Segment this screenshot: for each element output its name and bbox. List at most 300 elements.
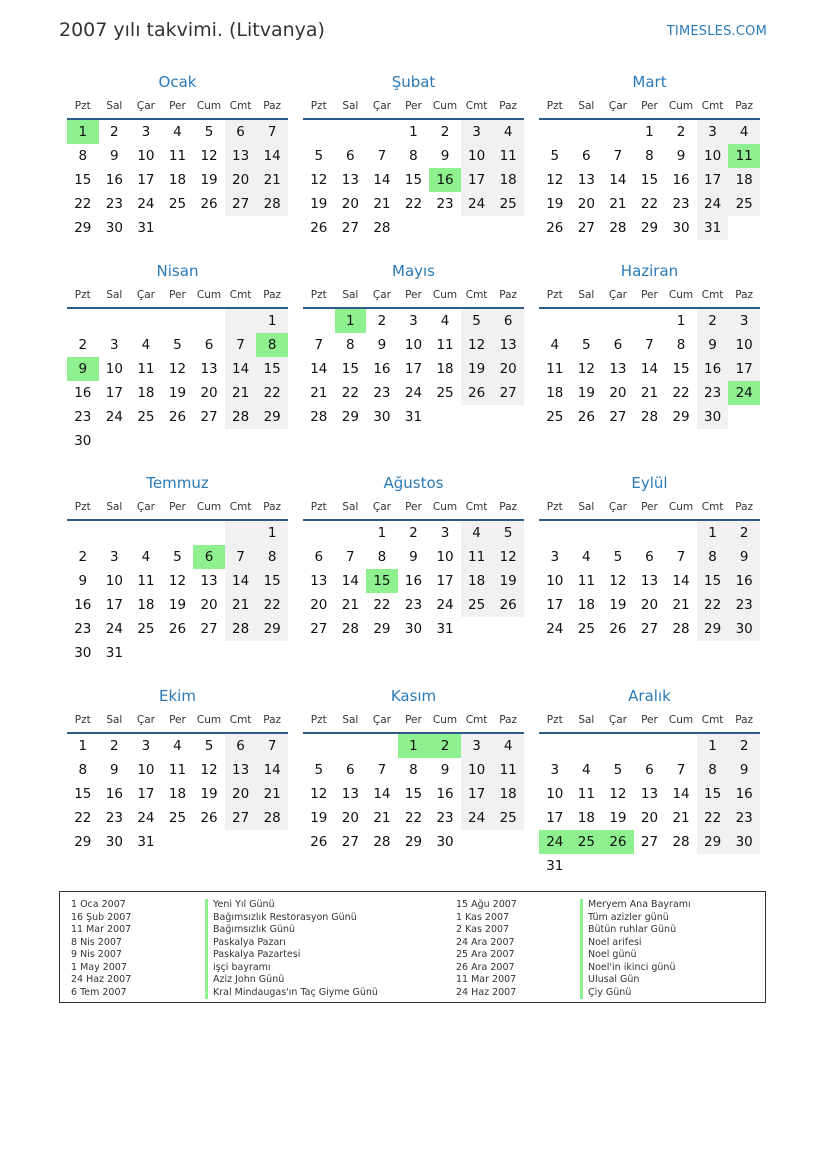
day-cell[interactable]: 22 xyxy=(74,810,92,826)
day-cell[interactable]: 4 xyxy=(141,337,151,353)
day-cell[interactable]: 28 xyxy=(256,192,288,216)
day-cell[interactable]: 7 xyxy=(256,734,288,758)
day-cell[interactable]: 12 xyxy=(461,333,493,357)
day-cell[interactable]: 4 xyxy=(173,738,182,754)
day-cell[interactable]: 30 xyxy=(105,834,123,850)
day-cell[interactable]: 10 xyxy=(546,786,564,802)
day-cell[interactable]: 5 xyxy=(550,148,560,164)
holiday-day-cell[interactable]: 1 xyxy=(398,734,430,758)
day-cell[interactable]: 24 xyxy=(546,621,564,637)
day-cell[interactable]: 25 xyxy=(492,806,524,830)
day-cell[interactable]: 8 xyxy=(645,148,654,164)
day-cell[interactable]: 21 xyxy=(256,168,288,192)
day-cell[interactable]: 28 xyxy=(341,621,359,637)
day-cell[interactable]: 6 xyxy=(645,549,654,565)
day-cell[interactable]: 5 xyxy=(613,762,623,778)
day-cell[interactable]: 25 xyxy=(168,196,187,212)
day-cell[interactable]: 13 xyxy=(310,573,328,589)
day-cell[interactable]: 6 xyxy=(492,309,524,333)
day-cell[interactable]: 25 xyxy=(137,621,155,637)
day-cell[interactable]: 7 xyxy=(645,337,654,353)
day-cell[interactable]: 15 xyxy=(672,361,690,377)
day-cell[interactable]: 22 xyxy=(672,385,690,401)
day-cell[interactable]: 2 xyxy=(110,738,119,754)
day-cell[interactable]: 6 xyxy=(204,337,214,353)
day-cell[interactable]: 19 xyxy=(200,786,218,802)
day-cell[interactable]: 14 xyxy=(341,573,359,589)
day-cell[interactable]: 17 xyxy=(105,385,123,401)
day-cell[interactable]: 10 xyxy=(105,361,123,377)
day-cell[interactable]: 27 xyxy=(492,381,524,405)
day-cell[interactable]: 16 xyxy=(672,172,690,188)
day-cell[interactable]: 6 xyxy=(613,337,623,353)
day-cell[interactable]: 10 xyxy=(461,758,493,782)
day-cell[interactable]: 12 xyxy=(200,148,218,164)
day-cell[interactable]: 11 xyxy=(168,148,187,164)
day-cell[interactable]: 16 xyxy=(697,357,729,381)
day-cell[interactable]: 24 xyxy=(137,196,155,212)
day-cell[interactable]: 1 xyxy=(256,309,288,333)
day-cell[interactable]: 11 xyxy=(577,786,595,802)
day-cell[interactable]: 30 xyxy=(105,220,123,236)
day-cell[interactable]: 18 xyxy=(728,168,760,192)
day-cell[interactable]: 9 xyxy=(110,762,119,778)
day-cell[interactable]: 9 xyxy=(440,762,450,778)
day-cell[interactable]: 7 xyxy=(676,762,686,778)
day-cell[interactable]: 30 xyxy=(436,834,454,850)
day-cell[interactable]: 27 xyxy=(225,192,257,216)
day-cell[interactable]: 14 xyxy=(310,361,328,377)
day-cell[interactable]: 3 xyxy=(550,762,560,778)
day-cell[interactable]: 8 xyxy=(697,545,729,569)
day-cell[interactable]: 9 xyxy=(676,148,686,164)
day-cell[interactable]: 29 xyxy=(74,220,92,236)
day-cell[interactable]: 20 xyxy=(225,168,257,192)
day-cell[interactable]: 15 xyxy=(697,782,729,806)
day-cell[interactable]: 5 xyxy=(204,738,214,754)
day-cell[interactable]: 27 xyxy=(200,409,218,425)
day-cell[interactable]: 8 xyxy=(256,545,288,569)
day-cell[interactable]: 11 xyxy=(492,144,524,168)
day-cell[interactable]: 12 xyxy=(310,172,328,188)
day-cell[interactable]: 29 xyxy=(697,830,729,854)
day-cell[interactable]: 17 xyxy=(436,573,454,589)
day-cell[interactable]: 24 xyxy=(105,621,123,637)
day-cell[interactable]: 10 xyxy=(105,573,123,589)
day-cell[interactable]: 27 xyxy=(200,621,218,637)
day-cell[interactable]: 27 xyxy=(640,621,659,637)
day-cell[interactable]: 7 xyxy=(225,333,257,357)
day-cell[interactable]: 31 xyxy=(697,216,729,240)
day-cell[interactable]: 20 xyxy=(341,196,359,212)
day-cell[interactable]: 21 xyxy=(373,196,391,212)
day-cell[interactable]: 3 xyxy=(440,525,450,541)
day-cell[interactable]: 2 xyxy=(728,734,760,758)
day-cell[interactable]: 22 xyxy=(341,385,359,401)
day-cell[interactable]: 2 xyxy=(110,124,119,140)
day-cell[interactable]: 15 xyxy=(256,357,288,381)
day-cell[interactable]: 21 xyxy=(640,385,659,401)
day-cell[interactable]: 5 xyxy=(314,148,324,164)
day-cell[interactable]: 12 xyxy=(492,545,524,569)
day-cell[interactable]: 14 xyxy=(672,786,690,802)
day-cell[interactable]: 6 xyxy=(346,148,355,164)
day-cell[interactable]: 16 xyxy=(105,172,123,188)
day-cell[interactable]: 18 xyxy=(546,385,564,401)
day-cell[interactable]: 1 xyxy=(645,124,654,140)
day-cell[interactable]: 4 xyxy=(461,521,493,545)
day-cell[interactable]: 28 xyxy=(672,621,690,637)
day-cell[interactable]: 13 xyxy=(609,361,627,377)
day-cell[interactable]: 20 xyxy=(640,810,659,826)
day-cell[interactable]: 6 xyxy=(314,549,324,565)
day-cell[interactable]: 17 xyxy=(105,597,123,613)
day-cell[interactable]: 21 xyxy=(373,810,391,826)
day-cell[interactable]: 30 xyxy=(373,409,391,425)
holiday-day-cell[interactable]: 15 xyxy=(366,569,398,593)
day-cell[interactable]: 28 xyxy=(256,806,288,830)
day-cell[interactable]: 6 xyxy=(346,762,355,778)
day-cell[interactable]: 2 xyxy=(728,521,760,545)
holiday-day-cell[interactable]: 1 xyxy=(335,309,367,333)
day-cell[interactable]: 19 xyxy=(168,385,187,401)
day-cell[interactable]: 11 xyxy=(137,573,155,589)
day-cell[interactable]: 4 xyxy=(582,762,591,778)
day-cell[interactable]: 10 xyxy=(697,144,729,168)
day-cell[interactable]: 14 xyxy=(225,357,257,381)
day-cell[interactable]: 24 xyxy=(461,806,493,830)
day-cell[interactable]: 26 xyxy=(546,220,564,236)
day-cell[interactable]: 13 xyxy=(640,573,659,589)
day-cell[interactable]: 21 xyxy=(341,597,359,613)
holiday-day-cell[interactable]: 9 xyxy=(67,357,99,381)
day-cell[interactable]: 16 xyxy=(74,597,92,613)
day-cell[interactable]: 23 xyxy=(373,385,391,401)
day-cell[interactable]: 3 xyxy=(550,549,560,565)
day-cell[interactable]: 15 xyxy=(74,786,92,802)
day-cell[interactable]: 16 xyxy=(728,782,760,806)
day-cell[interactable]: 19 xyxy=(310,810,328,826)
site-link[interactable]: TIMESLES.COM xyxy=(666,24,767,39)
day-cell[interactable]: 27 xyxy=(341,834,359,850)
day-cell[interactable]: 28 xyxy=(225,617,257,641)
day-cell[interactable]: 29 xyxy=(404,834,423,850)
day-cell[interactable]: 10 xyxy=(137,148,155,164)
day-cell[interactable]: 25 xyxy=(577,621,595,637)
day-cell[interactable]: 24 xyxy=(697,192,729,216)
day-cell[interactable]: 9 xyxy=(377,337,387,353)
day-cell[interactable]: 1 xyxy=(377,525,387,541)
day-cell[interactable]: 7 xyxy=(225,545,257,569)
day-cell[interactable]: 18 xyxy=(168,786,187,802)
day-cell[interactable]: 15 xyxy=(404,786,423,802)
day-cell[interactable]: 12 xyxy=(577,361,595,377)
day-cell[interactable]: 17 xyxy=(404,361,423,377)
day-cell[interactable]: 26 xyxy=(310,220,328,236)
day-cell[interactable]: 25 xyxy=(436,385,454,401)
day-cell[interactable]: 16 xyxy=(105,786,123,802)
day-cell[interactable]: 27 xyxy=(310,621,328,637)
day-cell[interactable]: 12 xyxy=(168,573,187,589)
day-cell[interactable]: 14 xyxy=(373,786,391,802)
day-cell[interactable]: 24 xyxy=(404,385,423,401)
day-cell[interactable]: 8 xyxy=(346,337,355,353)
day-cell[interactable]: 26 xyxy=(168,409,187,425)
day-cell[interactable]: 2 xyxy=(697,309,729,333)
day-cell[interactable]: 17 xyxy=(546,810,564,826)
day-cell[interactable]: 8 xyxy=(409,148,418,164)
day-cell[interactable]: 20 xyxy=(225,782,257,806)
day-cell[interactable]: 7 xyxy=(377,148,387,164)
day-cell[interactable]: 8 xyxy=(377,549,387,565)
day-cell[interactable]: 26 xyxy=(200,810,218,826)
holiday-day-cell[interactable]: 11 xyxy=(728,144,760,168)
day-cell[interactable]: 19 xyxy=(577,385,595,401)
day-cell[interactable]: 3 xyxy=(697,120,729,144)
day-cell[interactable]: 31 xyxy=(404,409,423,425)
day-cell[interactable]: 25 xyxy=(461,593,493,617)
day-cell[interactable]: 29 xyxy=(672,409,690,425)
day-cell[interactable]: 24 xyxy=(436,597,454,613)
day-cell[interactable]: 19 xyxy=(609,810,627,826)
day-cell[interactable]: 3 xyxy=(409,313,418,329)
day-cell[interactable]: 16 xyxy=(373,361,391,377)
day-cell[interactable]: 18 xyxy=(492,782,524,806)
day-cell[interactable]: 15 xyxy=(341,361,359,377)
holiday-day-cell[interactable]: 1 xyxy=(67,120,99,144)
day-cell[interactable]: 23 xyxy=(697,381,729,405)
day-cell[interactable]: 3 xyxy=(728,309,760,333)
day-cell[interactable]: 17 xyxy=(137,786,155,802)
day-cell[interactable]: 5 xyxy=(492,521,524,545)
day-cell[interactable]: 12 xyxy=(200,762,218,778)
day-cell[interactable]: 16 xyxy=(436,786,454,802)
day-cell[interactable]: 10 xyxy=(404,337,423,353)
day-cell[interactable]: 20 xyxy=(609,385,627,401)
day-cell[interactable]: 4 xyxy=(492,734,524,758)
day-cell[interactable]: 4 xyxy=(492,120,524,144)
day-cell[interactable]: 16 xyxy=(74,385,92,401)
day-cell[interactable]: 29 xyxy=(74,834,92,850)
day-cell[interactable]: 20 xyxy=(577,196,595,212)
day-cell[interactable]: 23 xyxy=(105,810,123,826)
day-cell[interactable]: 30 xyxy=(74,433,92,449)
day-cell[interactable]: 28 xyxy=(373,834,391,850)
day-cell[interactable]: 19 xyxy=(168,597,187,613)
day-cell[interactable]: 15 xyxy=(74,172,92,188)
day-cell[interactable]: 4 xyxy=(141,549,151,565)
day-cell[interactable]: 17 xyxy=(461,782,493,806)
holiday-day-cell[interactable]: 6 xyxy=(193,545,225,569)
day-cell[interactable]: 26 xyxy=(492,593,524,617)
day-cell[interactable]: 20 xyxy=(200,385,218,401)
day-cell[interactable]: 10 xyxy=(546,573,564,589)
day-cell[interactable]: 3 xyxy=(110,337,119,353)
day-cell[interactable]: 22 xyxy=(256,381,288,405)
day-cell[interactable]: 12 xyxy=(546,172,564,188)
day-cell[interactable]: 18 xyxy=(461,569,493,593)
day-cell[interactable]: 30 xyxy=(728,830,760,854)
day-cell[interactable]: 10 xyxy=(436,549,454,565)
day-cell[interactable]: 11 xyxy=(546,361,564,377)
day-cell[interactable]: 9 xyxy=(110,148,119,164)
day-cell[interactable]: 22 xyxy=(697,806,729,830)
day-cell[interactable]: 17 xyxy=(137,172,155,188)
day-cell[interactable]: 31 xyxy=(436,621,454,637)
day-cell[interactable]: 21 xyxy=(225,593,257,617)
day-cell[interactable]: 14 xyxy=(225,569,257,593)
day-cell[interactable]: 5 xyxy=(461,309,493,333)
day-cell[interactable]: 29 xyxy=(256,617,288,641)
holiday-day-cell[interactable]: 16 xyxy=(429,168,461,192)
day-cell[interactable]: 11 xyxy=(168,762,187,778)
day-cell[interactable]: 8 xyxy=(697,758,729,782)
day-cell[interactable]: 11 xyxy=(577,573,595,589)
day-cell[interactable]: 7 xyxy=(346,549,355,565)
day-cell[interactable]: 14 xyxy=(373,172,391,188)
day-cell[interactable]: 25 xyxy=(137,409,155,425)
day-cell[interactable]: 24 xyxy=(105,409,123,425)
day-cell[interactable]: 13 xyxy=(577,172,595,188)
day-cell[interactable]: 2 xyxy=(377,313,387,329)
day-cell[interactable]: 15 xyxy=(256,569,288,593)
day-cell[interactable]: 10 xyxy=(728,333,760,357)
day-cell[interactable]: 16 xyxy=(728,569,760,593)
day-cell[interactable]: 23 xyxy=(728,806,760,830)
day-cell[interactable]: 20 xyxy=(310,597,328,613)
day-cell[interactable]: 23 xyxy=(404,597,423,613)
day-cell[interactable]: 1 xyxy=(697,734,729,758)
day-cell[interactable]: 14 xyxy=(609,172,627,188)
day-cell[interactable]: 26 xyxy=(310,834,328,850)
day-cell[interactable]: 25 xyxy=(168,810,187,826)
day-cell[interactable]: 22 xyxy=(256,593,288,617)
day-cell[interactable]: 18 xyxy=(577,810,595,826)
day-cell[interactable]: 31 xyxy=(137,220,155,236)
day-cell[interactable]: 23 xyxy=(436,196,454,212)
day-cell[interactable]: 17 xyxy=(728,357,760,381)
day-cell[interactable]: 7 xyxy=(256,120,288,144)
day-cell[interactable]: 3 xyxy=(461,120,493,144)
day-cell[interactable]: 28 xyxy=(672,834,690,850)
holiday-day-cell[interactable]: 24 xyxy=(539,830,571,854)
day-cell[interactable]: 13 xyxy=(640,786,659,802)
day-cell[interactable]: 13 xyxy=(341,172,359,188)
day-cell[interactable]: 25 xyxy=(546,409,564,425)
day-cell[interactable]: 28 xyxy=(640,409,659,425)
day-cell[interactable]: 20 xyxy=(640,597,659,613)
day-cell[interactable]: 30 xyxy=(74,645,92,661)
day-cell[interactable]: 4 xyxy=(440,313,450,329)
day-cell[interactable]: 5 xyxy=(582,337,591,353)
day-cell[interactable]: 2 xyxy=(78,337,88,353)
day-cell[interactable]: 9 xyxy=(409,549,418,565)
day-cell[interactable]: 23 xyxy=(672,196,690,212)
day-cell[interactable]: 22 xyxy=(640,196,659,212)
day-cell[interactable]: 18 xyxy=(137,385,155,401)
day-cell[interactable]: 15 xyxy=(640,172,659,188)
day-cell[interactable]: 5 xyxy=(204,124,214,140)
holiday-day-cell[interactable]: 26 xyxy=(602,830,634,854)
day-cell[interactable]: 3 xyxy=(141,124,151,140)
day-cell[interactable]: 18 xyxy=(137,597,155,613)
day-cell[interactable]: 16 xyxy=(404,573,423,589)
day-cell[interactable]: 9 xyxy=(728,545,760,569)
day-cell[interactable]: 30 xyxy=(697,405,729,429)
day-cell[interactable]: 2 xyxy=(676,124,686,140)
day-cell[interactable]: 28 xyxy=(310,409,328,425)
day-cell[interactable]: 29 xyxy=(697,617,729,641)
day-cell[interactable]: 5 xyxy=(314,762,324,778)
day-cell[interactable]: 27 xyxy=(640,834,659,850)
day-cell[interactable]: 4 xyxy=(728,120,760,144)
day-cell[interactable]: 1 xyxy=(78,738,88,754)
day-cell[interactable]: 1 xyxy=(676,313,686,329)
day-cell[interactable]: 2 xyxy=(78,549,88,565)
day-cell[interactable]: 17 xyxy=(697,168,729,192)
day-cell[interactable]: 6 xyxy=(582,148,591,164)
day-cell[interactable]: 21 xyxy=(256,782,288,806)
day-cell[interactable]: 18 xyxy=(577,597,595,613)
day-cell[interactable]: 11 xyxy=(492,758,524,782)
day-cell[interactable]: 15 xyxy=(697,569,729,593)
day-cell[interactable]: 17 xyxy=(461,168,493,192)
day-cell[interactable]: 8 xyxy=(78,762,88,778)
day-cell[interactable]: 17 xyxy=(546,597,564,613)
day-cell[interactable]: 26 xyxy=(577,409,595,425)
day-cell[interactable]: 7 xyxy=(613,148,623,164)
day-cell[interactable]: 13 xyxy=(341,786,359,802)
day-cell[interactable]: 25 xyxy=(728,192,760,216)
day-cell[interactable]: 23 xyxy=(74,409,92,425)
day-cell[interactable]: 1 xyxy=(409,124,418,140)
day-cell[interactable]: 20 xyxy=(492,357,524,381)
day-cell[interactable]: 28 xyxy=(373,220,391,236)
day-cell[interactable]: 24 xyxy=(137,810,155,826)
day-cell[interactable]: 12 xyxy=(609,786,627,802)
day-cell[interactable]: 5 xyxy=(613,549,623,565)
day-cell[interactable]: 31 xyxy=(546,858,564,874)
day-cell[interactable]: 12 xyxy=(310,786,328,802)
day-cell[interactable]: 12 xyxy=(168,361,187,377)
day-cell[interactable]: 28 xyxy=(225,405,257,429)
day-cell[interactable]: 19 xyxy=(492,569,524,593)
day-cell[interactable]: 18 xyxy=(168,172,187,188)
day-cell[interactable]: 9 xyxy=(440,148,450,164)
day-cell[interactable]: 9 xyxy=(697,333,729,357)
day-cell[interactable]: 14 xyxy=(672,573,690,589)
day-cell[interactable]: 20 xyxy=(200,597,218,613)
day-cell[interactable]: 27 xyxy=(577,220,595,236)
day-cell[interactable]: 21 xyxy=(225,381,257,405)
day-cell[interactable]: 26 xyxy=(461,381,493,405)
day-cell[interactable]: 31 xyxy=(105,645,123,661)
day-cell[interactable]: 8 xyxy=(78,148,88,164)
day-cell[interactable]: 26 xyxy=(168,621,187,637)
day-cell[interactable]: 6 xyxy=(645,762,654,778)
day-cell[interactable]: 8 xyxy=(676,337,686,353)
day-cell[interactable]: 13 xyxy=(225,758,257,782)
day-cell[interactable]: 23 xyxy=(105,196,123,212)
day-cell[interactable]: 15 xyxy=(404,172,423,188)
day-cell[interactable]: 7 xyxy=(377,762,387,778)
day-cell[interactable]: 19 xyxy=(461,357,493,381)
day-cell[interactable]: 12 xyxy=(609,573,627,589)
day-cell[interactable]: 4 xyxy=(173,124,182,140)
day-cell[interactable]: 5 xyxy=(173,337,182,353)
day-cell[interactable]: 11 xyxy=(137,361,155,377)
day-cell[interactable]: 29 xyxy=(256,405,288,429)
